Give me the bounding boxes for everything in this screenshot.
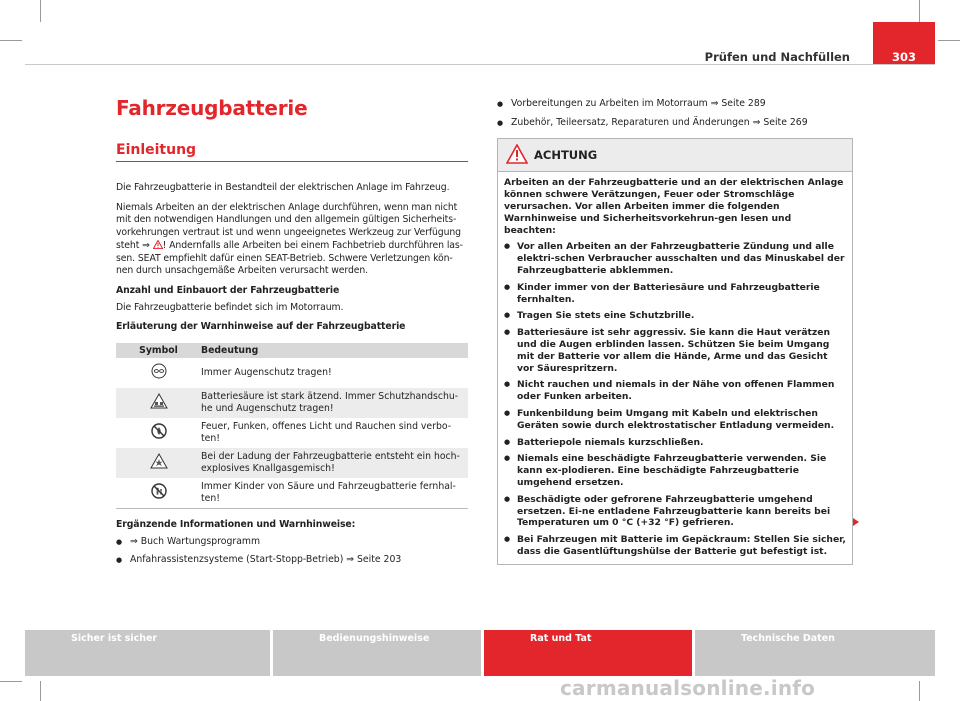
column-header-meaning: Bedeutung [201,343,468,358]
tab-rat-und-tat[interactable]: Rat und Tat [484,630,692,676]
table-row [116,388,468,418]
table-cell-meaning: Immer Augenschutz tragen! [201,358,468,388]
footer-nav [25,630,935,676]
corrosive-icon [150,393,168,409]
explosive-icon [150,453,168,469]
list-item[interactable]: ● Anfahrassistenzsysteme (Start-Stopp-Betrieb) ⇒ Seite 203 [116,554,468,567]
warning-body [498,172,852,563]
warning-item: ● Tragen Sie stets eine Schutzbrille. [504,310,846,322]
no-children-icon [151,483,167,499]
warning-intro: Arbeiten an der Fahrzeugbatterie und an der elektrischen Anlage können schwere Verätzungen, Feuer oder Stromschläge verursachen. Vor allen Arbeiten immer die folgenden Warnhinweise und Sicherheitsvorkehrun-gen lesen und beachten: [504,177,844,236]
crop-mark [40,681,41,701]
table-row [116,478,468,509]
column-header-symbol: Symbol [116,343,201,358]
subheading-location: Anzahl und Einbauort der Fahrzeugbatterie [116,284,340,296]
warning-triangle-icon[interactable] [153,240,163,249]
warning-item: ● Niemals eine beschädigte Fahrzeugbatterie verwenden. Sie kann ex-plodieren. Eine beschädigte Fahrzeugbatterie umgehend ersetzen. [504,453,846,488]
left-column [116,96,468,573]
table-cell-meaning: Bei der Ladung der Fahrzeugbatterie entsteht ein hoch-explosives Knallgasgemisch! [201,448,468,478]
crop-mark [919,0,920,22]
warning-item: ● Vor allen Arbeiten an der Fahrzeugbatterie Zündung und alle elektri-schen Verbraucher ausschalten und das Minuskabel der Fahrzeugbatterie abklemmen. [504,241,846,276]
tab-bedienungshinweise[interactable]: Bedienungshinweise [273,630,481,676]
page-title: Fahrzeugbatterie [116,96,308,120]
warning-box [497,138,853,564]
warning-item: ● Funkenbildung beim Umgang mit Kabeln und elektrischen Geräten sowie durch elektrostatischer Entladung vermeiden. [504,408,846,432]
safety-paragraph-end: ! Andernfalls alle Arbeiten bei einem Fachbetrieb durchführen las-sen. SEAT empfiehlt dafür einen SEAT-Betrieb. Schwere Verletzungen kön-nen durch unsachgemäße Arbeiten verursacht werden. [116,239,463,277]
eye-protection-icon [151,363,167,379]
table-cell-meaning: Batteriesäure ist stark ätzend. Immer Schutzhandschu-he und Augenschutz tragen! [201,388,468,418]
warning-header [498,139,852,172]
crop-mark [919,681,920,701]
location-paragraph: Die Fahrzeugbatterie befindet sich im Motorraum. [116,301,344,313]
table-row [116,418,468,448]
warning-title: ACHTUNG [534,148,598,163]
warning-item: ● Batteriepole niemals kurzschließen. [504,437,846,449]
warning-item: ● Beschädigte oder gefrorene Fahrzeugbatterie umgehend ersetzen. Ei-ne entladene Fahrzeugbatterie kann bereits bei Temperaturen um 0 °C (+32 °F) gefrieren. [504,494,846,529]
tab-technische-daten[interactable]: Technische Daten [695,630,935,676]
section-heading: Einleitung [116,142,468,162]
crop-mark [0,40,22,41]
warning-item: ● Batteriesäure ist sehr aggressiv. Sie kann die Haut verätzen und die Augen erblinden lassen. Schützen Sie beim Umgang mit der Batterie vor allem die Hände, Arme und das Gesicht vor Säurespritzern. [504,327,846,374]
crop-mark [0,681,22,682]
header-rule [25,64,935,65]
crop-mark [938,40,960,41]
right-column [497,98,853,565]
warning-item: ● Kinder immer von der Batteriesäure und Fahrzeugbatterie fernhalten. [504,282,846,306]
warning-triangle-icon [506,144,528,164]
intro-paragraph: Die Fahrzeugbatterie in Bestandteil der elektrischen Anlage im Fahrzeug. [116,182,450,193]
continue-arrow-icon[interactable] [853,518,859,526]
list-item[interactable]: ● ⇒ Buch Wartungsprogramm [116,536,468,549]
list-item[interactable]: ● Zubehör, Teileersatz, Reparaturen und Änderungen ⇒ Seite 269 [497,117,853,130]
subheading-additional: Ergänzende Informationen und Warnhinweise: [116,519,356,531]
table-cell-meaning: Feuer, Funken, offenes Licht und Rauchen sind verbo-ten! [201,418,468,448]
subheading-warnings: Erläuterung der Warnhinweise auf der Fahrzeugbatterie [116,321,406,333]
list-item[interactable]: ● Vorbereitungen zu Arbeiten im Motorraum ⇒ Seite 289 [497,98,853,111]
table-row [116,358,468,388]
watermark: carmanualsonline.info [560,676,816,700]
table-cell-meaning: Immer Kinder von Säure und Fahrzeugbatterie fernhal-ten! [201,478,468,509]
warning-item: ● Bei Fahrzeugen mit Batterie im Gepäckraum: Stellen Sie sicher, dass die Gasentlüftungshülse der Batterie gut befestigt ist. [504,534,846,558]
warning-symbols-table [116,343,468,509]
no-fire-icon [151,423,167,439]
crop-mark [40,0,41,22]
warning-item: ● Nicht rauchen und niemals in der Nähe von offenen Flammen oder Funken arbeiten. [504,379,846,403]
tab-sicher-ist-sicher[interactable]: Sicher ist sicher [25,630,270,676]
table-row [116,448,468,478]
chapter-title: Prüfen und Nachfüllen [704,50,850,64]
safety-paragraph [116,202,468,278]
safety-paragraph-start: Niemals Arbeiten an der elektrischen Anlage durchführen, wenn man nicht mit den notwendigen Handlungen und den allgemein gültigen Sicherheits-vorkehrungen vertraut ist und wenn ungeeignetes Werkzeug zur Verfügung steht ⇒ [116,201,461,251]
page-number: 303 [891,50,916,64]
